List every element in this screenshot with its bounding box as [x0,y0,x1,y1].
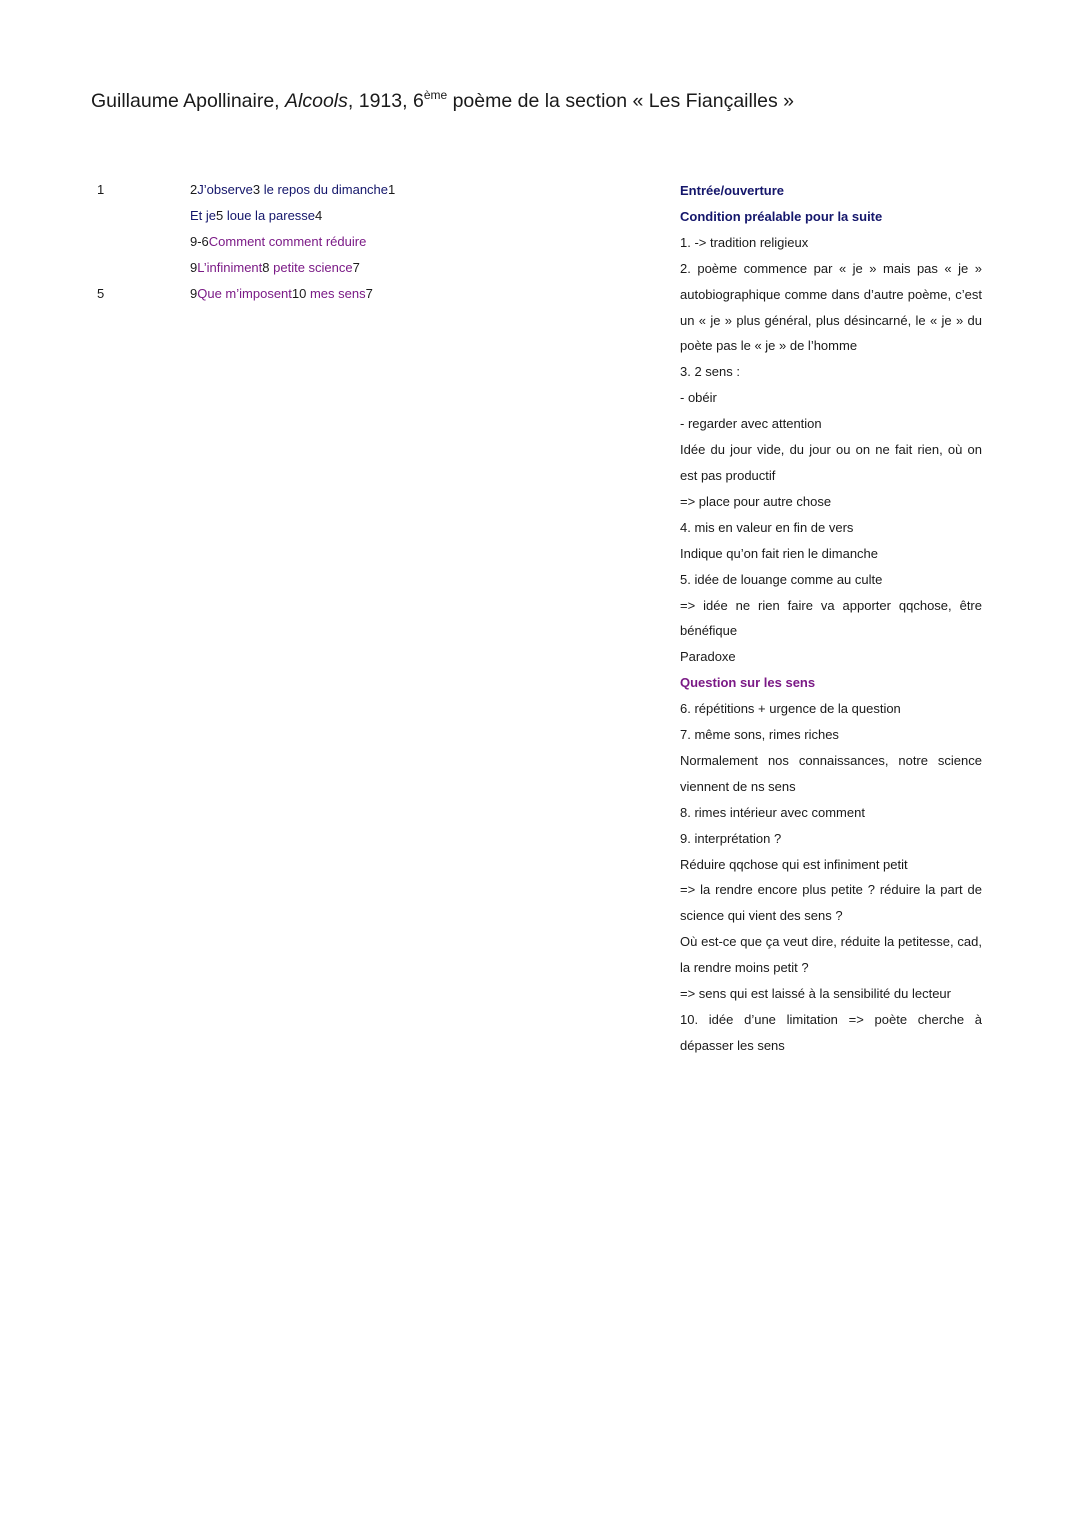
note-heading: Condition préalable pour la suite [680,208,883,224]
verse-segment: 1 [388,182,396,197]
page-title [91,90,794,113]
verse-segment: petite science [269,260,353,275]
note-heading: Question sur les sens [680,675,816,691]
note-line: - regarder avec attention [680,416,822,432]
note-line: Indique qu’on fait rien le dimanche [680,545,879,561]
note-line: Où est-ce que ça veut dire, réduite la petitesse, cad, la rendre moins petit ? [680,934,982,976]
verse-segment: 7 [365,286,373,301]
poem-verse [190,230,620,256]
verse-segment: Et je [190,208,217,223]
title-work: Alcools [285,90,348,112]
note-line: 7. même sons, rimes riches [680,727,839,743]
verse-segment: loue la paresse [223,208,316,223]
note-line: => la rendre encore plus petite ? réduire la part de science qui vient des sens ? [680,882,982,924]
verse-segment: 7 [352,260,360,275]
verse-segment: 4 [315,208,323,223]
note-line: => place pour autre chose [680,493,832,509]
verse-segment: le repos du dimanche [260,182,389,197]
line-number: 5 [97,286,105,301]
note-line: 4. mis en valeur en fin de vers [680,519,854,535]
verse-segment: L’infiniment [197,260,263,275]
poem-verses [190,178,620,308]
note-line: 1. -> tradition religieux [680,234,809,250]
verse-segment: 10 [291,286,307,301]
note-line: 5. idée de louange comme au culte [680,571,883,587]
verse-segment: 9 [190,260,198,275]
poem-verse [190,282,620,308]
line-number: 1 [97,182,105,197]
title-rest: poème de la section « Les Fiançailles » [447,90,795,112]
note-line: 6. répétitions + urgence de la question [680,701,901,717]
verse-segment: 9 [190,286,198,301]
poem-verse [190,256,620,282]
poem-verse [190,204,620,230]
title-ordinal-suffix: ème [423,88,448,102]
verse-segment: 5 [216,208,224,223]
title-author: Guillaume Apollinaire, [91,90,286,112]
title-year: , 1913, 6 [347,90,424,112]
note-line: - obéir [680,390,717,406]
verse-segment: 9-6 [190,234,209,249]
note-heading: Entrée/ouverture [680,183,785,198]
note-line: 10. idée d’une limitation => poète cherche à dépasser les sens [680,1012,982,1053]
note-line: Idée du jour vide, du jour ou on ne fait rien, où on est pas productif [680,442,982,483]
note-line: => idée ne rien faire va apporter qqchose, être bénéfique [680,597,982,639]
verse-segment: Comment comment réduire [208,234,367,249]
verse-segment: J’observe [197,182,253,197]
commentary-notes [680,178,982,1059]
verse-segment: 2 [190,182,198,197]
note-line: Normalement nos connaissances, notre science viennent de ns sens [680,752,982,794]
poem-verse [190,178,620,204]
verse-segment: 3 [252,182,261,197]
verse-segment: 8 [262,260,270,275]
verse-segment: mes sens [306,286,366,301]
note-line: 8. rimes intérieur avec comment [680,804,865,820]
note-line: 9. interprétation ? [680,830,782,846]
note-line: Réduire qqchose qui est infiniment petit [680,856,908,872]
note-line: Paradoxe [680,649,736,665]
note-line: => sens qui est laissé à la sensibilité du lecteur [680,986,951,1002]
note-line: 3. 2 sens : [680,364,740,380]
verse-segment: Que m’imposent [197,286,292,301]
note-line: 2. poème commence par « je » mais pas « je » autobiographique comme dans d’autre poème, c’est un « je » plus général, plus désincarné, le « je » du poète pas le « je » de l’homme [680,260,982,354]
